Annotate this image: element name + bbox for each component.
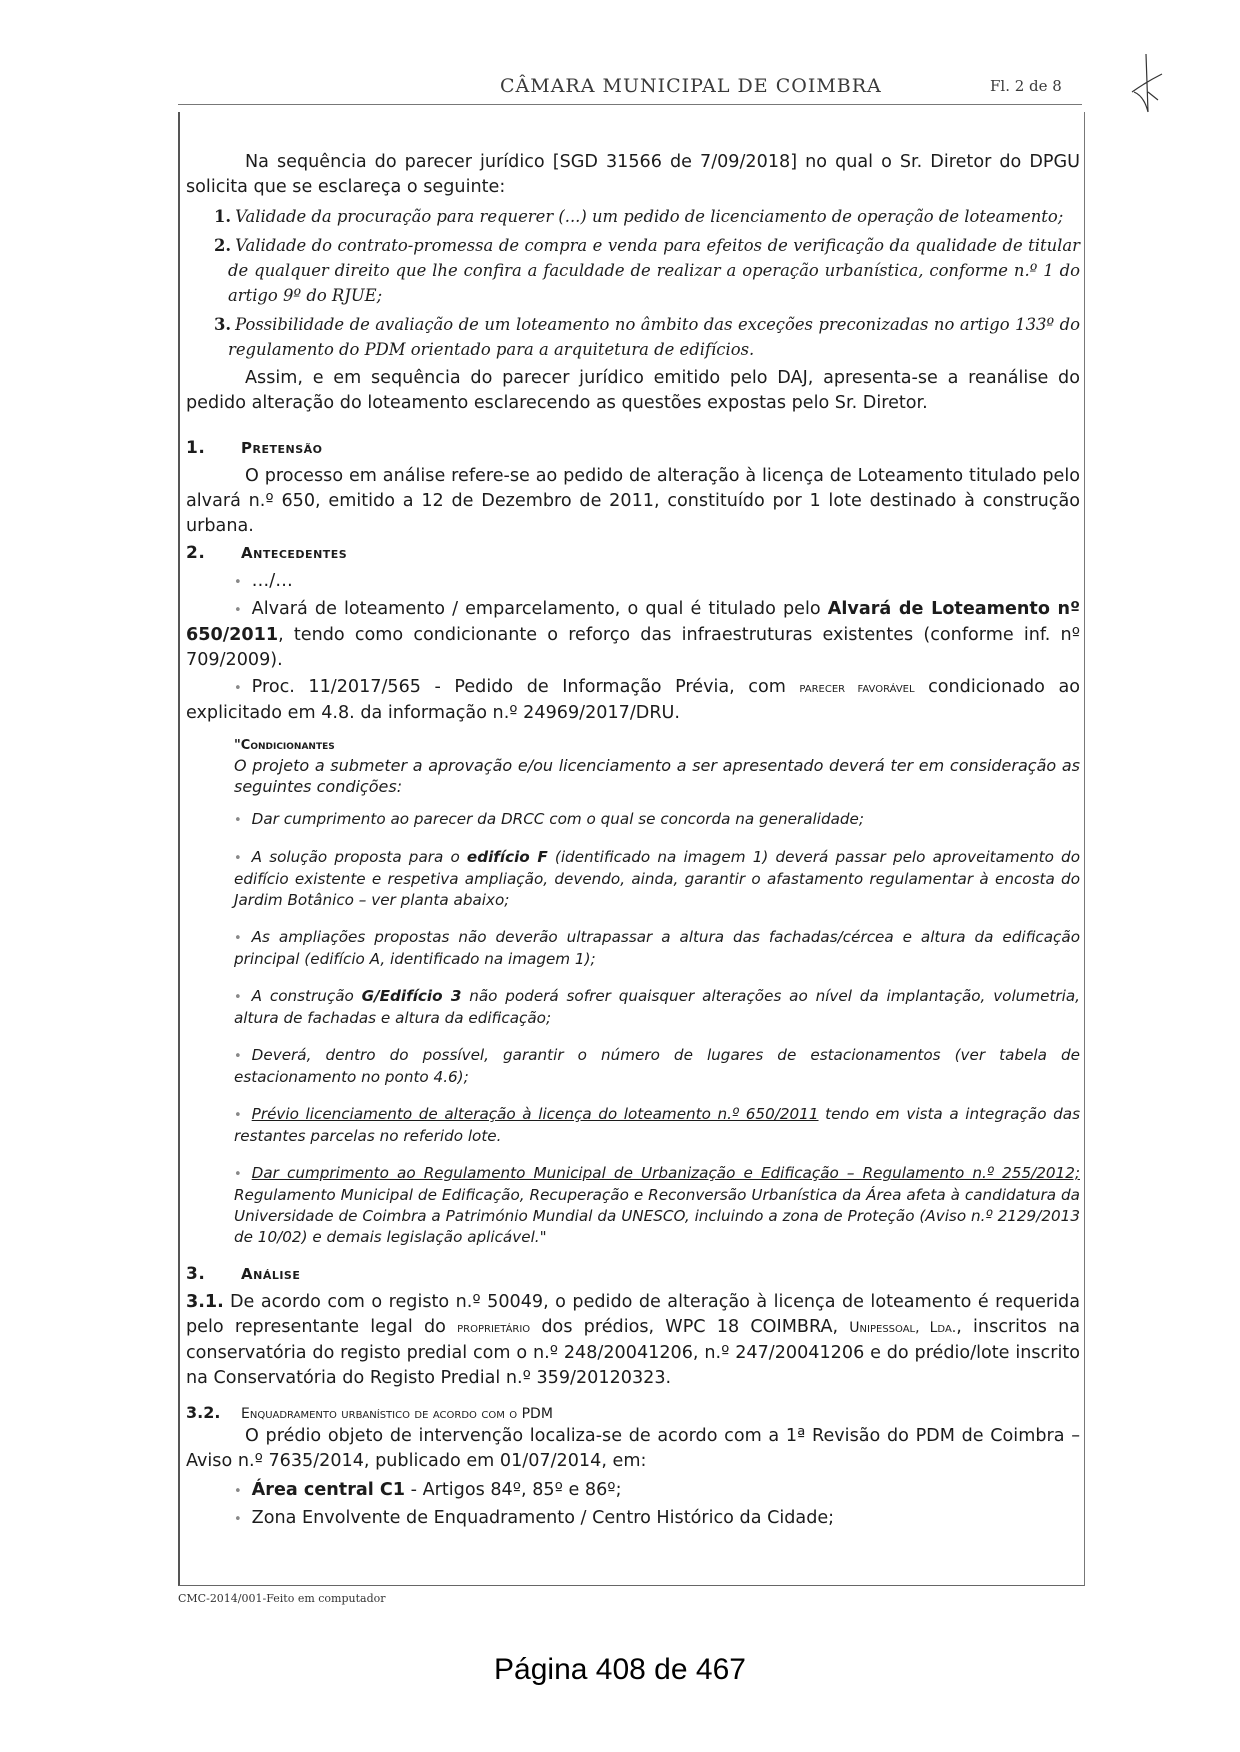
handwritten-initials-mark bbox=[1128, 52, 1164, 122]
intro-paragraph: Na sequência do parecer jurídico [SGD 31566 de 7/09/2018] no qual o Sr. Diretor do DPGU solicita que se esclareça o seguinte: bbox=[186, 152, 1080, 197]
condition-item-6: • Prévio licenciamento de alteração à licença do loteamento n.º 650/2011 tendo em vista a integração das restantes parcelas no referido lote. bbox=[234, 1105, 1080, 1145]
condition-item-4: • A construção G/Edifício 3 não poderá sofrer quaisquer alterações ao nível da implantação, volumetria, altura de fachadas e altura da edificação; bbox=[234, 987, 1081, 1027]
antecedent-bullet-3: • Proc. 11/2017/565 - Pedido de Informação Prévia, com parecer favorável condicionado ao explicitado em 4.8. da informação n.º 24969/2017/DRU. bbox=[186, 677, 1080, 723]
conditions-intro: O projeto a submeter a aprovação e/ou licenciamento a ser apresentado deverá ter em consideração as seguintes condições: bbox=[234, 756, 1080, 796]
subsection-3-2-heading: 3.2. Enquadramento urbanístico de acordo com o PDM bbox=[186, 1403, 553, 1422]
antecedent-bullet-1: • …/… bbox=[234, 571, 293, 591]
zoning-bullet-2: • Zona Envolvente de Enquadramento / Centro Histórico da Cidade; bbox=[234, 1508, 835, 1528]
header-title: CÂMARA MUNICIPAL DE COIMBRA bbox=[500, 75, 882, 97]
folio-number: Fl. 2 de 8 bbox=[990, 77, 1062, 95]
header-rule bbox=[178, 104, 1082, 105]
reanalysis-paragraph: Assim, e em sequência do parecer jurídico emitido pelo DAJ, apresenta-se a reanálise do pedido alteração do loteamento esclarecendo as questões expostas pelo Sr. Diretor. bbox=[186, 368, 1080, 413]
section-1-text: O processo em análise refere-se ao pedido de alteração à licença de Loteamento titulado pelo alvará n.º 650, emitido a 12 de Dezembro de 2011, constituído por 1 lote destinado à construção urbana. bbox=[186, 466, 1080, 536]
zoning-bullet-1: • Área central C1 - Artigos 84º, 85º e 86º; bbox=[234, 1480, 622, 1500]
form-code: CMC-2014/001-Feito em computador bbox=[178, 1592, 386, 1605]
condition-item-7: • Dar cumprimento ao Regulamento Municipal de Urbanização e Edificação – Regulamento n.º 255/2012; Regulamento Municipal de Edificação, Recuperação e Reconversão Urbanística da Área afeta à candidatura da Universidade de Coimbra a Património Mundial da UNESCO, incluindo a zona de Proteção (Aviso n.º 2129/2013 de 10/02) e demais legislação aplicável." bbox=[234, 1164, 1080, 1246]
condition-item-2: • A solução proposta para o edifício F (identificado na imagem 1) deverá passar pelo aproveitamento do edifício existente e respetiva ampliação, devendo, ainda, garantir o afastamento regulamentar à encosta do Jardim Botânico – ver planta abaixo; bbox=[234, 848, 1080, 909]
question-item-3: 3. Possibilidade de avaliação de um loteamento no âmbito das exceções preconizadas no artigo 133º do regulamento do PDM orientado para a arquitetura de edifícios. bbox=[214, 315, 1080, 359]
page-number: Página 408 de 467 bbox=[494, 1653, 746, 1686]
condition-item-1: • Dar cumprimento ao parecer da DRCC com o qual se concorda na generalidade; bbox=[234, 810, 865, 828]
document-body bbox=[186, 150, 1080, 1534]
antecedent-bullet-2: • Alvará de loteamento / emparcelamento, o qual é titulado pelo Alvará de Loteamento nº 650/2011, tendo como condicionante o reforço das infraestruturas existentes (conforme inf. nº 709/2009). bbox=[186, 599, 1080, 670]
question-item-2: 2. Validade do contrato-promessa de compra e venda para efeitos de verificação da qualidade de titular de qualquer direito que lhe confira a faculdade de realizar a operação urbanística, conforme n.º 1 do artigo 9º do RJUE; bbox=[214, 236, 1080, 305]
question-item-1: 1. Validade da procuração para requerer (...) um pedido de licenciamento de operação de loteamento; bbox=[214, 207, 1064, 226]
conditions-heading: "Condicionantes bbox=[234, 738, 335, 753]
condition-item-5: • Deverá, dentro do possível, garantir o número de lugares de estacionamentos (ver tabela de estacionamento no ponto 4.6); bbox=[234, 1046, 1080, 1086]
condition-item-3: • As ampliações propostas não deverão ultrapassar a altura das fachadas/cércea e altura da edificação principal (edifício A, identificado na imagem 1); bbox=[234, 928, 1080, 968]
paragraph-3-1: 3.1. De acordo com o registo n.º 50049, o pedido de alteração à licença de loteamento é requerida pelo representante legal do proprietário dos prédios, WPC 18 COIMBRA, Unipessoal, Lda., inscritos na conservatória do registo predial com o n.º 248/20041206, n.º 247/20041206 e do prédio/lote inscrito na Conservatória do Registo Predial n.º 359/20120323. bbox=[186, 1292, 1081, 1388]
subsection-3-2-text: O prédio objeto de intervenção localiza-se de acordo com a 1ª Revisão do PDM de Coimbra – Aviso n.º 7635/2014, publicado em 01/07/2014, em: bbox=[186, 1426, 1080, 1471]
section-1-heading: 1. Pretensão bbox=[186, 438, 323, 458]
section-2-heading: 2. Antecedentes bbox=[186, 543, 348, 563]
section-3-heading: 3. Análise bbox=[186, 1264, 301, 1284]
